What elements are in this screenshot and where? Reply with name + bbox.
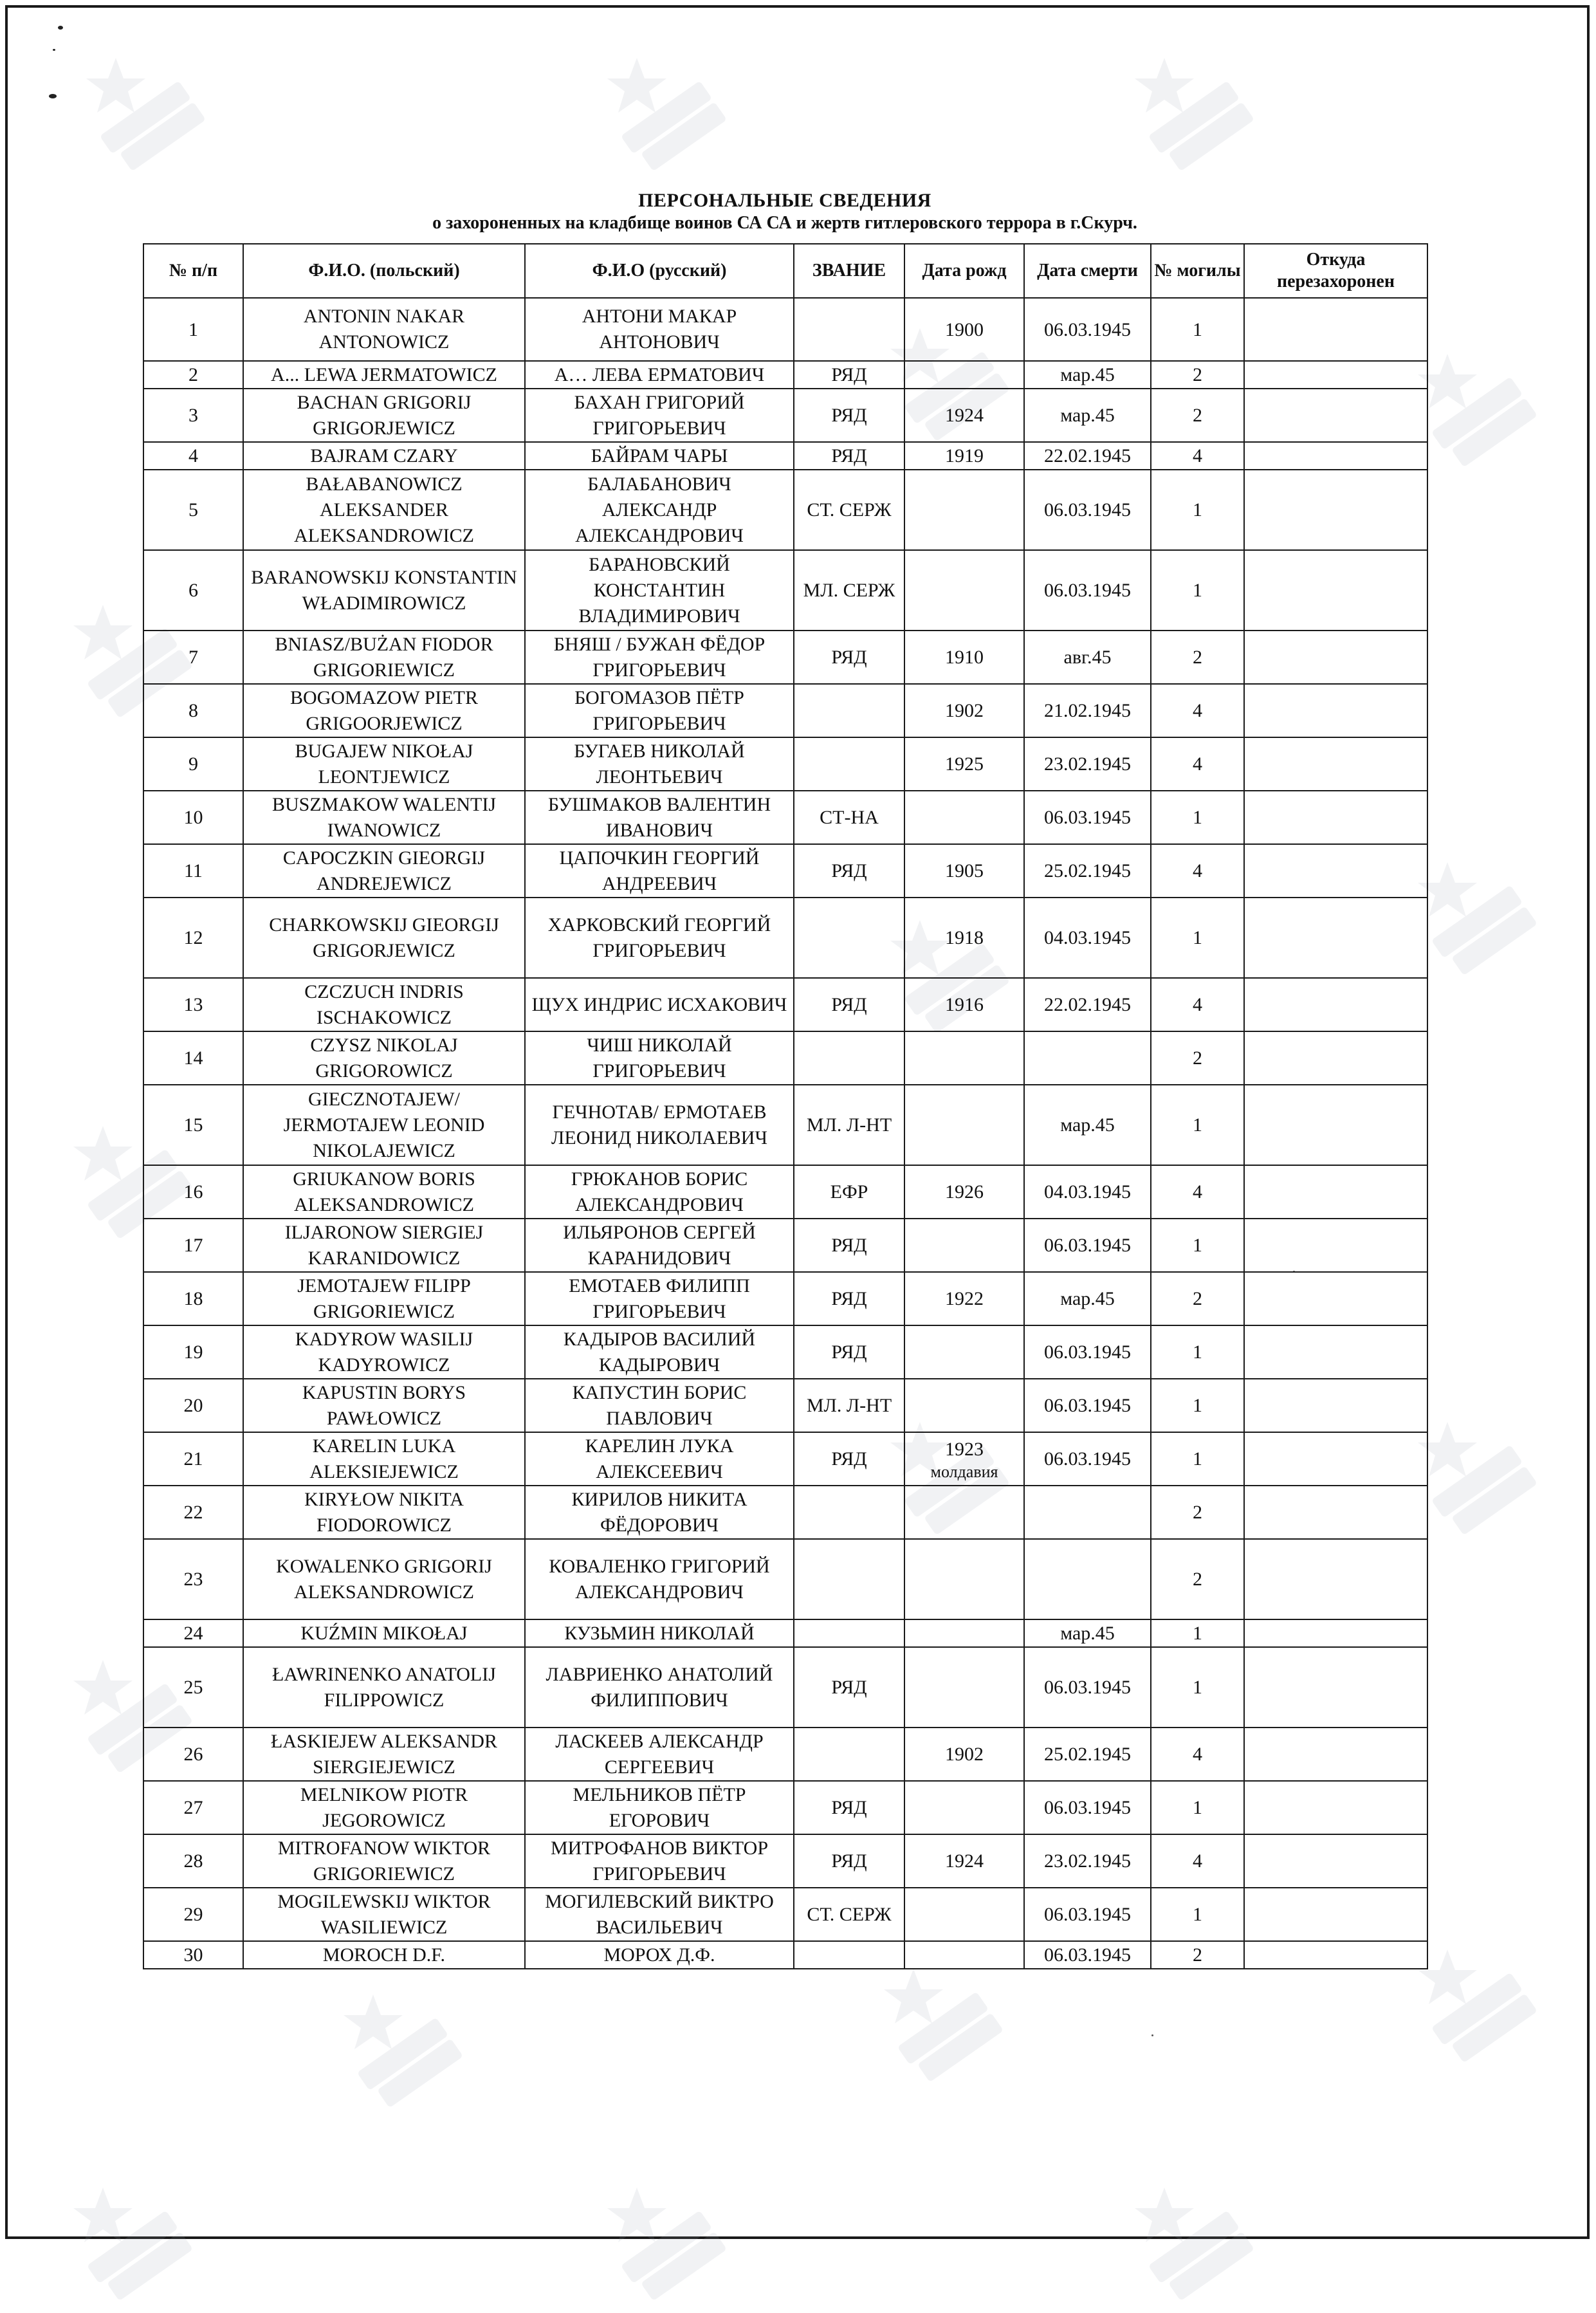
grave-number: 2 <box>1151 1941 1244 1969</box>
name-polish: MOGILEWSKIJ WIKTOR WASILIEWICZ <box>243 1888 525 1941</box>
death-date: 04.03.1945 <box>1024 898 1151 978</box>
grave-number: 2 <box>1151 1031 1244 1085</box>
rank: РЯД <box>794 978 904 1031</box>
row-number: 5 <box>143 470 243 550</box>
death-date: 04.03.1945 <box>1024 1165 1151 1219</box>
column-header: Дата смерти <box>1024 244 1151 298</box>
reburial-origin <box>1244 844 1427 898</box>
grave-number: 1 <box>1151 1432 1244 1486</box>
rank <box>794 898 904 978</box>
name-polish: KAPUSTIN BORYS PAWŁOWICZ <box>243 1379 525 1432</box>
death-date: 06.03.1945 <box>1024 1781 1151 1834</box>
name-russian: КАРЕЛИН ЛУКА АЛЕКСЕЕВИЧ <box>525 1432 794 1486</box>
birth-date <box>904 1647 1024 1728</box>
row-number: 24 <box>143 1619 243 1647</box>
table-row <box>143 1031 1427 1085</box>
name-polish: A... LEWA JERMATOWICZ <box>243 361 525 389</box>
grave-number: 2 <box>1151 361 1244 389</box>
birth-date <box>904 1432 1024 1486</box>
table-row <box>143 442 1427 470</box>
grave-number: 1 <box>1151 1085 1244 1165</box>
row-number: 16 <box>143 1165 243 1219</box>
death-date: 06.03.1945 <box>1024 1888 1151 1941</box>
grave-number: 1 <box>1151 1888 1244 1941</box>
table-row <box>143 1941 1427 1969</box>
table-row <box>143 1888 1427 1941</box>
birth-date: 1902 <box>904 1728 1024 1781</box>
name-russian: БНЯШ / БУЖАН ФЁДОР ГРИГОРЬЕВИЧ <box>525 631 794 684</box>
death-date: 25.02.1945 <box>1024 844 1151 898</box>
reburial-origin <box>1244 1031 1427 1085</box>
birth-date <box>904 1379 1024 1432</box>
grave-number: 2 <box>1151 1539 1244 1619</box>
rank: СТ. СЕРЖ <box>794 470 904 550</box>
name-polish: CZCZUCH INDRIS ISCHAKOWICZ <box>243 978 525 1031</box>
name-polish: KARELIN LUKA ALEKSIEJEWICZ <box>243 1432 525 1486</box>
rank <box>794 1031 904 1085</box>
grave-number: 2 <box>1151 389 1244 442</box>
birth-date: 1924 <box>904 1834 1024 1888</box>
row-number: 27 <box>143 1781 243 1834</box>
death-date: мар.45 <box>1024 1272 1151 1325</box>
name-polish: KUŹMIN MIKOŁAJ <box>243 1619 525 1647</box>
name-russian: КАПУСТИН БОРИС ПАВЛОВИЧ <box>525 1379 794 1432</box>
name-polish: BOGOMAZOW PIETR GRIGOORJEWICZ <box>243 684 525 737</box>
birth-date <box>904 470 1024 550</box>
name-russian: ЛАВРИЕНКО АНАТОЛИЙ ФИЛИППОВИЧ <box>525 1647 794 1728</box>
grave-number: 2 <box>1151 1486 1244 1539</box>
table-row <box>143 978 1427 1031</box>
birth-date: 1916 <box>904 978 1024 1031</box>
rank <box>794 1941 904 1969</box>
name-polish: BNIASZ/BUŻAN FIODOR GRIGORIEWICZ <box>243 631 525 684</box>
grave-number: 1 <box>1151 1619 1244 1647</box>
name-russian: МОРОХ Д.Ф. <box>525 1941 794 1969</box>
birth-date <box>904 1486 1024 1539</box>
name-russian: ЕМОТАЕВ ФИЛИПП ГРИГОРЬЕВИЧ <box>525 1272 794 1325</box>
grave-number: 4 <box>1151 1834 1244 1888</box>
birth-year: 1923 <box>945 1439 984 1460</box>
table-row <box>143 550 1427 631</box>
name-polish: BUGAJEW NIKOŁAJ LEONTJEWICZ <box>243 737 525 791</box>
name-russian: КОВАЛЕНКО ГРИГОРИЙ АЛЕКСАНДРОВИЧ <box>525 1539 794 1619</box>
grave-number: 1 <box>1151 550 1244 631</box>
birth-date <box>904 1325 1024 1379</box>
row-number: 26 <box>143 1728 243 1781</box>
reburial-origin <box>1244 1432 1427 1486</box>
name-polish: MITROFANOW WIKTOR GRIGORIEWICZ <box>243 1834 525 1888</box>
reburial-origin <box>1244 1647 1427 1728</box>
grave-number: 1 <box>1151 1647 1244 1728</box>
name-polish: ŁASKIEJEW ALEKSANDR SIERGIEJEWICZ <box>243 1728 525 1781</box>
grave-number: 4 <box>1151 978 1244 1031</box>
grave-number: 4 <box>1151 844 1244 898</box>
row-number: 8 <box>143 684 243 737</box>
name-russian: БОГОМАЗОВ ПЁТР ГРИГОРЬЕВИЧ <box>525 684 794 737</box>
rank: РЯД <box>794 1325 904 1379</box>
birth-date: 1900 <box>904 298 1024 361</box>
death-date <box>1024 1539 1151 1619</box>
name-russian: БАЛАБАНОВИЧ АЛЕКСАНДР АЛЕКСАНДРОВИЧ <box>525 470 794 550</box>
scan-speck <box>53 49 55 51</box>
name-russian: A… ЛЕВА ЕРМАТОВИЧ <box>525 361 794 389</box>
reburial-origin <box>1244 389 1427 442</box>
birth-date <box>904 1031 1024 1085</box>
death-date: 22.02.1945 <box>1024 442 1151 470</box>
rank: РЯД <box>794 1432 904 1486</box>
reburial-origin <box>1244 442 1427 470</box>
death-date: 06.03.1945 <box>1024 1941 1151 1969</box>
name-russian: ИЛЬЯРОНОВ СЕРГЕЙ КАРАНИДОВИЧ <box>525 1219 794 1272</box>
rank: РЯД <box>794 844 904 898</box>
name-russian: ЛАСКЕЕВ АЛЕКСАНДР СЕРГЕЕВИЧ <box>525 1728 794 1781</box>
table-row <box>143 1272 1427 1325</box>
rank <box>794 737 904 791</box>
reburial-origin <box>1244 1781 1427 1834</box>
rank: РЯД <box>794 1219 904 1272</box>
table-row <box>143 684 1427 737</box>
birth-date: 1902 <box>904 684 1024 737</box>
rank: МЛ. Л-НТ <box>794 1085 904 1165</box>
reburial-origin <box>1244 1272 1427 1325</box>
name-russian: БАЙРАМ ЧАРЫ <box>525 442 794 470</box>
row-number: 21 <box>143 1432 243 1486</box>
birth-date <box>904 1888 1024 1941</box>
row-number: 12 <box>143 898 243 978</box>
name-russian: КАДЫРОВ ВАСИЛИЙ КАДЫРОВИЧ <box>525 1325 794 1379</box>
table-body <box>143 298 1427 1969</box>
birth-date: 1925 <box>904 737 1024 791</box>
reburial-origin <box>1244 1085 1427 1165</box>
death-date: 06.03.1945 <box>1024 1647 1151 1728</box>
table-row <box>143 361 1427 389</box>
scan-speck <box>1151 2034 1153 2036</box>
row-number: 2 <box>143 361 243 389</box>
death-date: 06.03.1945 <box>1024 1325 1151 1379</box>
row-number: 20 <box>143 1379 243 1432</box>
row-number: 9 <box>143 737 243 791</box>
table-row <box>143 1325 1427 1379</box>
birth-date <box>904 1539 1024 1619</box>
grave-number: 4 <box>1151 442 1244 470</box>
name-russian: БАРАНОВСКИЙ КОНСТАНТИН ВЛАДИМИРОВИЧ <box>525 550 794 631</box>
rank: РЯД <box>794 1272 904 1325</box>
name-polish: KIRYŁOW NIKITA FIODOROWICZ <box>243 1486 525 1539</box>
grave-number: 4 <box>1151 1165 1244 1219</box>
column-header: № могилы <box>1151 244 1244 298</box>
birth-date: 1926 <box>904 1165 1024 1219</box>
name-polish: GRIUKANOW BORIS ALEKSANDROWICZ <box>243 1165 525 1219</box>
death-date: мар.45 <box>1024 389 1151 442</box>
table-row <box>143 1219 1427 1272</box>
table-row <box>143 1379 1427 1432</box>
grave-number: 1 <box>1151 298 1244 361</box>
table-row <box>143 1085 1427 1165</box>
name-polish: KADYROW WASILIJ KADYROWICZ <box>243 1325 525 1379</box>
name-russian: КИРИЛОВ НИКИТА ФЁДОРОВИЧ <box>525 1486 794 1539</box>
reburial-origin <box>1244 1888 1427 1941</box>
death-date: 06.03.1945 <box>1024 1379 1151 1432</box>
name-russian: ХАРКОВСКИЙ ГЕОРГИЙ ГРИГОРЬЕВИЧ <box>525 898 794 978</box>
table-row <box>143 1539 1427 1619</box>
reburial-origin <box>1244 631 1427 684</box>
reburial-origin <box>1244 1379 1427 1432</box>
reburial-origin <box>1244 470 1427 550</box>
rank: РЯД <box>794 389 904 442</box>
row-number: 10 <box>143 791 243 844</box>
column-header: Дата рожд <box>904 244 1024 298</box>
death-date: 06.03.1945 <box>1024 1432 1151 1486</box>
death-date <box>1024 1486 1151 1539</box>
rank: МЛ. СЕРЖ <box>794 550 904 631</box>
reburial-origin <box>1244 1165 1427 1219</box>
row-number: 7 <box>143 631 243 684</box>
rank <box>794 298 904 361</box>
reburial-origin <box>1244 1728 1427 1781</box>
birth-date <box>904 361 1024 389</box>
birth-note: молдавия <box>930 1462 998 1481</box>
reburial-origin <box>1244 1539 1427 1619</box>
row-number: 1 <box>143 298 243 361</box>
name-polish: MOROCH D.F. <box>243 1941 525 1969</box>
grave-number: 4 <box>1151 737 1244 791</box>
table-row <box>143 1781 1427 1834</box>
row-number: 11 <box>143 844 243 898</box>
row-number: 29 <box>143 1888 243 1941</box>
birth-date <box>904 791 1024 844</box>
grave-number: 1 <box>1151 898 1244 978</box>
table-row <box>143 844 1427 898</box>
name-russian: МЕЛЬНИКОВ ПЁТР ЕГОРОВИЧ <box>525 1781 794 1834</box>
table-row <box>143 791 1427 844</box>
rank: РЯД <box>794 631 904 684</box>
rank: РЯД <box>794 1834 904 1888</box>
row-number: 23 <box>143 1539 243 1619</box>
rank <box>794 1486 904 1539</box>
row-number: 4 <box>143 442 243 470</box>
row-number: 15 <box>143 1085 243 1165</box>
death-date: 06.03.1945 <box>1024 791 1151 844</box>
reburial-origin <box>1244 1941 1427 1969</box>
table-row <box>143 898 1427 978</box>
reburial-origin <box>1244 361 1427 389</box>
row-number: 18 <box>143 1272 243 1325</box>
name-polish: KOWALENKO GRIGORIJ ALEKSANDROWICZ <box>243 1539 525 1619</box>
row-number: 17 <box>143 1219 243 1272</box>
grave-number: 2 <box>1151 631 1244 684</box>
name-russian: ЦАПОЧКИН ГЕОРГИЙ АНДРЕЕВИЧ <box>525 844 794 898</box>
reburial-origin <box>1244 1834 1427 1888</box>
name-polish: JEMOTAJEW FILIPP GRIGORIEWICZ <box>243 1272 525 1325</box>
reburial-origin <box>1244 978 1427 1031</box>
birth-date <box>904 550 1024 631</box>
table-row <box>143 1619 1427 1647</box>
rank: РЯД <box>794 1647 904 1728</box>
row-number: 19 <box>143 1325 243 1379</box>
name-russian: ГЕЧНОТАВ/ ЕРМОТАЕВ ЛЕОНИД НИКОЛАЕВИЧ <box>525 1085 794 1165</box>
row-number: 22 <box>143 1486 243 1539</box>
name-russian: БАХАН ГРИГОРИЙ ГРИГОРЬЕВИЧ <box>525 389 794 442</box>
name-polish: CZYSZ NIKOLAJ GRIGOROWICZ <box>243 1031 525 1085</box>
grave-number: 1 <box>1151 470 1244 550</box>
death-date: 23.02.1945 <box>1024 1834 1151 1888</box>
grave-number: 4 <box>1151 1728 1244 1781</box>
death-date: 06.03.1945 <box>1024 470 1151 550</box>
name-polish: BAJRAM CZARY <box>243 442 525 470</box>
row-number: 3 <box>143 389 243 442</box>
column-header: Ф.И.О (русский) <box>525 244 794 298</box>
name-russian: ЧИШ НИКОЛАЙ ГРИГОРЬЕВИЧ <box>525 1031 794 1085</box>
death-date: 06.03.1945 <box>1024 1219 1151 1272</box>
reburial-origin <box>1244 550 1427 631</box>
name-polish: CAPOCZKIN GIEORGIJ ANDREJEWICZ <box>243 844 525 898</box>
column-header: Ф.И.О. (польский) <box>243 244 525 298</box>
rank <box>794 1619 904 1647</box>
name-polish: ILJARONOW SIERGIEJ KARANIDOWICZ <box>243 1219 525 1272</box>
death-date <box>1024 1031 1151 1085</box>
reburial-origin <box>1244 737 1427 791</box>
column-header: Откуда перезахоронен <box>1244 244 1427 298</box>
rank: ЕФР <box>794 1165 904 1219</box>
rank <box>794 684 904 737</box>
row-number: 28 <box>143 1834 243 1888</box>
death-date: авг.45 <box>1024 631 1151 684</box>
grave-number: 4 <box>1151 684 1244 737</box>
table-row <box>143 1728 1427 1781</box>
table-row <box>143 1165 1427 1219</box>
name-russian: ЩУХ ИНДРИС ИСХАКОВИЧ <box>525 978 794 1031</box>
grave-number: 2 <box>1151 1272 1244 1325</box>
table-row <box>143 389 1427 442</box>
name-russian: ГРЮКАНОВ БОРИС АЛЕКСАНДРОВИЧ <box>525 1165 794 1219</box>
reburial-origin <box>1244 1486 1427 1539</box>
birth-date <box>904 1941 1024 1969</box>
reburial-origin <box>1244 1219 1427 1272</box>
row-number: 25 <box>143 1647 243 1728</box>
table-row <box>143 298 1427 361</box>
rank: МЛ. Л-НТ <box>794 1379 904 1432</box>
row-number: 30 <box>143 1941 243 1969</box>
birth-date: 1919 <box>904 442 1024 470</box>
name-polish: CHARKOWSKIJ GIEORGIJ GRIGORJEWICZ <box>243 898 525 978</box>
birth-date: 1922 <box>904 1272 1024 1325</box>
birth-date: 1924 <box>904 389 1024 442</box>
table-row <box>143 631 1427 684</box>
name-polish: BACHAN GRIGORIJ GRIGORJEWICZ <box>243 389 525 442</box>
reburial-origin <box>1244 898 1427 978</box>
rank <box>794 1728 904 1781</box>
grave-number: 1 <box>1151 1379 1244 1432</box>
column-header: ЗВАНИЕ <box>794 244 904 298</box>
name-polish: BAŁABANOWICZ ALEKSANDER ALEKSANDROWICZ <box>243 470 525 550</box>
grave-number: 1 <box>1151 791 1244 844</box>
rank: РЯД <box>794 1781 904 1834</box>
table-row <box>143 1834 1427 1888</box>
name-polish: GIECZNOTAJEW/ JERMOTAJEW LEONID NIKOLAJEWICZ <box>243 1085 525 1165</box>
death-date: 23.02.1945 <box>1024 737 1151 791</box>
document-header <box>143 189 1427 234</box>
name-russian: КУЗЬМИН НИКОЛАЙ <box>525 1619 794 1647</box>
burial-records-table <box>143 243 1428 1969</box>
birth-date <box>904 1619 1024 1647</box>
rank: СТ. СЕРЖ <box>794 1888 904 1941</box>
column-header: № п/п <box>143 244 243 298</box>
row-number: 13 <box>143 978 243 1031</box>
reburial-origin <box>1244 684 1427 737</box>
document-title: ПЕРСОНАЛЬНЫЕ СВЕДЕНИЯ <box>638 190 931 211</box>
table-row <box>143 1647 1427 1728</box>
name-polish: ANTONIN NAKAR ANTONOWICZ <box>243 298 525 361</box>
rank: СТ-НА <box>794 791 904 844</box>
name-polish: MELNIKOW PIOTR JEGOROWICZ <box>243 1781 525 1834</box>
scan-speck <box>49 94 57 98</box>
death-date: 06.03.1945 <box>1024 298 1151 361</box>
name-russian: БУГАЕВ НИКОЛАЙ ЛЕОНТЬЕВИЧ <box>525 737 794 791</box>
table-header-row <box>143 244 1427 298</box>
birth-date <box>904 1085 1024 1165</box>
rank: РЯД <box>794 442 904 470</box>
death-date: 25.02.1945 <box>1024 1728 1151 1781</box>
grave-number: 1 <box>1151 1781 1244 1834</box>
death-date: 06.03.1945 <box>1024 550 1151 631</box>
table-row <box>143 737 1427 791</box>
scan-speck <box>58 26 63 30</box>
reburial-origin <box>1244 791 1427 844</box>
death-date: 22.02.1945 <box>1024 978 1151 1031</box>
reburial-origin <box>1244 1619 1427 1647</box>
name-russian: МОГИЛЕВСКИЙ ВИКТРО ВАСИЛЬЕВИЧ <box>525 1888 794 1941</box>
grave-number: 1 <box>1151 1219 1244 1272</box>
table-row <box>143 470 1427 550</box>
row-number: 6 <box>143 550 243 631</box>
death-date: 21.02.1945 <box>1024 684 1151 737</box>
birth-date <box>904 1219 1024 1272</box>
name-russian: АНТОНИ МАКАР АНТОНОВИЧ <box>525 298 794 361</box>
name-polish: BUSZMAKOW WALENTIJ IWANOWICZ <box>243 791 525 844</box>
birth-date <box>904 1781 1024 1834</box>
name-russian: БУШМАКОВ ВАЛЕНТИН ИВАНОВИЧ <box>525 791 794 844</box>
death-date: мар.45 <box>1024 361 1151 389</box>
rank: РЯД <box>794 361 904 389</box>
reburial-origin <box>1244 1325 1427 1379</box>
death-date: мар.45 <box>1024 1085 1151 1165</box>
name-polish: BARANOWSKIJ KONSTANTIN WŁADIMIROWICZ <box>243 550 525 631</box>
name-polish: ŁAWRINENKO ANATOLIJ FILIPPOWICZ <box>243 1647 525 1728</box>
name-russian: МИТРОФАНОВ ВИКТОР ГРИГОРЬЕВИЧ <box>525 1834 794 1888</box>
row-number: 14 <box>143 1031 243 1085</box>
reburial-origin <box>1244 298 1427 361</box>
table-row <box>143 1486 1427 1539</box>
death-date: мар.45 <box>1024 1619 1151 1647</box>
document-subtitle: о захороненных на кладбище воинов СА СА и жертв гитлеровского террора в г.Скурч. <box>432 213 1137 233</box>
birth-date: 1918 <box>904 898 1024 978</box>
rank <box>794 1539 904 1619</box>
birth-date: 1910 <box>904 631 1024 684</box>
birth-date: 1905 <box>904 844 1024 898</box>
grave-number: 1 <box>1151 1325 1244 1379</box>
table-row <box>143 1432 1427 1486</box>
